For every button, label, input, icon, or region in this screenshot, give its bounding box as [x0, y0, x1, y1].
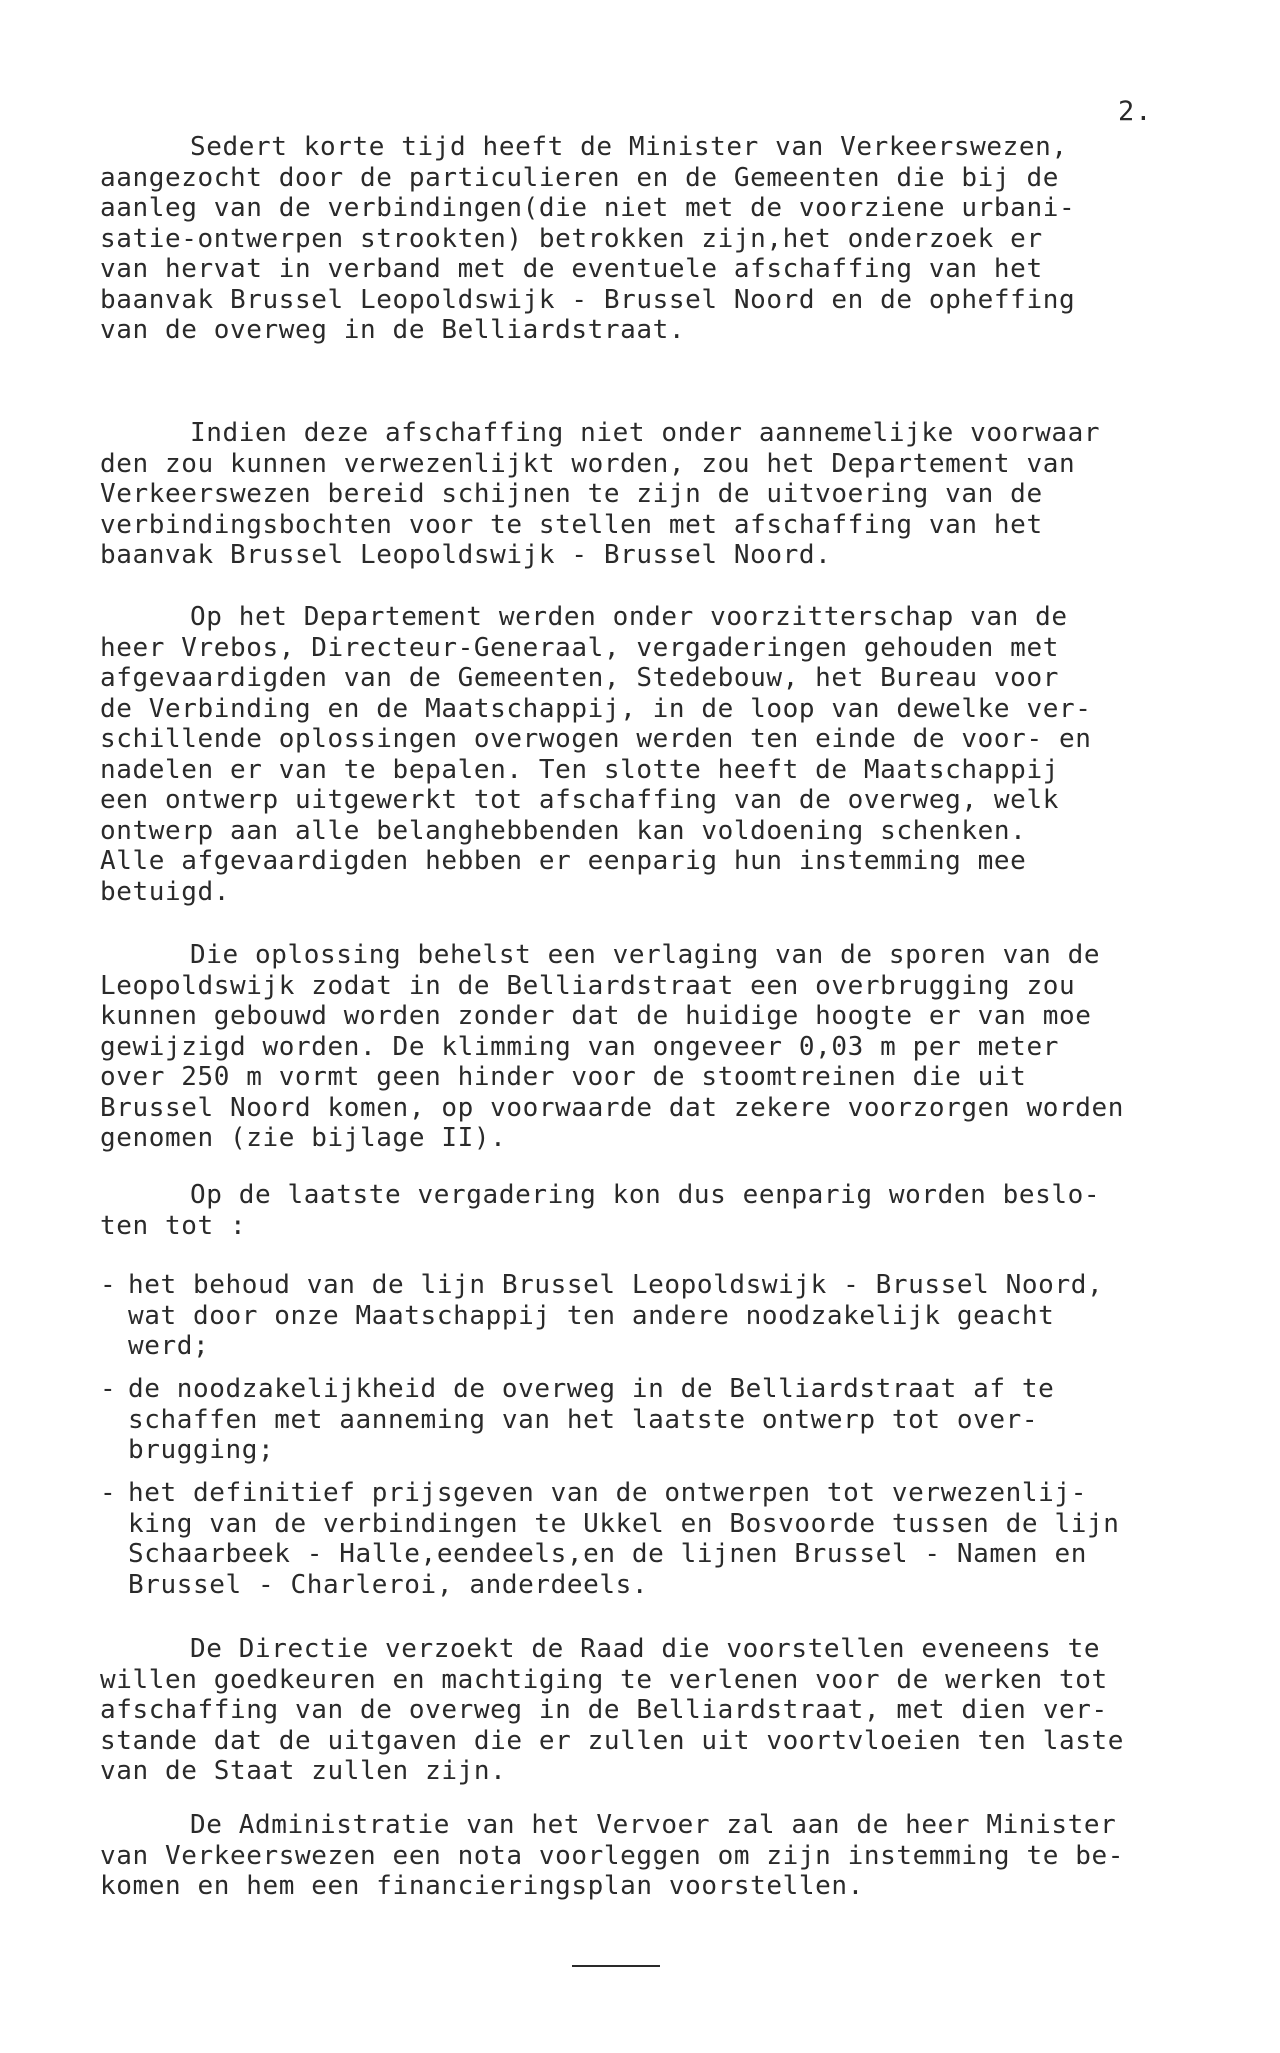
page-number: 2.	[1118, 96, 1153, 127]
text-line: van de overweg in de Belliardstraat.	[100, 315, 686, 345]
paragraph-abolition-conditions	[100, 418, 1225, 571]
text-line: ten tot :	[100, 1210, 247, 1241]
text-line: wat door onze Maatschappij ten andere noodzakelijk geacht	[128, 1300, 1055, 1331]
text-line: verbindingsbochten voor te stellen met afschaffing van het	[100, 509, 1043, 540]
text-line: van hervat in verband met de eventuele afschaffing van het	[100, 254, 1043, 284]
text-line: schillende oplossingen overwogen werden ten einde de voor- en	[100, 724, 1092, 754]
text-line: ontwerp aan alle belanghebbenden kan voldoening schenken.	[100, 815, 1027, 846]
text-line: een ontwerp uitgewerkt tot afschaffing van de overweg, welk	[100, 785, 1059, 815]
text-line: het definitief prijsgeven van de ontwerpen tot verwezenlij-	[128, 1478, 1087, 1508]
text-line: aanleg van de verbindingen(die niet met de voorziene urbani-	[100, 193, 1076, 223]
text-line: genomen (zie bijlage II).	[100, 1123, 507, 1153]
text-line: afgevaardigden van de Gemeenten, Stedebouw, het Bureau voor	[100, 663, 1059, 693]
closing-divider	[572, 1965, 660, 1967]
paragraph-board-request	[100, 1634, 1225, 1787]
text-line: werd;	[128, 1331, 210, 1361]
text-line: kunnen gebouwd worden zonder dat de huidige hoogte er van moe	[100, 1001, 1092, 1031]
text-line: king van de verbindingen te Ukkel en Bosvoorde tussen de lijn	[128, 1508, 1120, 1539]
text-line: De Administratie van het Vervoer zal aan de heer Minister	[190, 1810, 1117, 1840]
text-line: Op de laatste vergadering kon dus eenparig worden beslo-	[190, 1180, 1101, 1210]
text-line: Indien deze afschaffing niet onder aannemelijke voorwaar	[190, 418, 1101, 448]
text-line: Schaarbeek - Halle,eendeels,en de lijnen Brussel - Namen en	[128, 1539, 1087, 1569]
text-line: Die oplossing behelst een verlaging van de sporen van de	[190, 940, 1101, 970]
list-dash: -	[100, 1478, 116, 1508]
text-line: de noodzakelijkheid de overweg in de Belliardstraat af te	[128, 1374, 1055, 1404]
text-line: komen en hem een financieringsplan voorstellen.	[100, 1871, 864, 1901]
text-line: het behoud van de lijn Brussel Leopoldswijk - Brussel Noord,	[128, 1270, 1104, 1300]
text-line: nadelen er van te bepalen. Ten slotte heeft de Maatschappij	[100, 754, 1059, 785]
text-line: betuigd.	[100, 876, 231, 907]
text-line: brugging;	[128, 1435, 275, 1465]
text-line: aangezocht door de particulieren en de Gemeenten die bij de	[100, 162, 1059, 193]
text-line: van Verkeerswezen een nota voorleggen om zijn instemming te be-	[100, 1840, 1124, 1871]
paragraph-meetings	[100, 602, 1225, 907]
text-line: Brussel - Charleroi, anderdeels.	[128, 1569, 649, 1600]
text-line: Sedert korte tijd heeft de Minister van Verkeerswezen,	[190, 132, 1068, 162]
paragraph-administration	[100, 1810, 1225, 1902]
text-line: schaffen met aanneming van het laatste ontwerp tot over-	[128, 1404, 1039, 1435]
text-line: den zou kunnen verwezenlijkt worden, zou het Departement van	[100, 448, 1076, 479]
text-line: Alle afgevaardigden hebben er eenparig hun instemming mee	[100, 846, 1027, 876]
text-line: heer Vrebos, Directeur-Generaal, vergaderingen gehouden met	[100, 632, 1059, 663]
paragraph-decision-intro	[100, 1180, 1225, 1241]
paragraph-minister-research	[100, 132, 1225, 346]
paragraph-solution	[100, 940, 1225, 1154]
text-line: baanvak Brussel Leopoldswijk - Brussel Noord en de opheffing	[100, 284, 1076, 315]
text-line: over 250 m vormt geen hinder voor de stoomtreinen die uit	[100, 1062, 1027, 1092]
text-line: satie-ontwerpen strookten) betrokken zijn,het onderzoek er	[100, 223, 1043, 254]
text-line: Brussel Noord komen, op voorwaarde dat zekere voorzorgen worden	[100, 1092, 1124, 1123]
text-line: afschaffing van de overweg in de Belliardstraat, met dien ver-	[100, 1695, 1108, 1725]
text-line: willen goedkeuren en machtiging te verlenen voor de werken tot	[100, 1664, 1108, 1695]
text-line: Verkeerswezen bereid schijnen te zijn de uitvoering van de	[100, 479, 1043, 509]
text-line: gewijzigd worden. De klimming van ongeveer 0,03 m per meter	[100, 1031, 1059, 1062]
text-line: baanvak Brussel Leopoldswijk - Brussel Noord.	[100, 540, 832, 570]
text-line: stande dat de uitgaven die er zullen uit voortvloeien ten laste	[100, 1725, 1124, 1756]
text-line: van de Staat zullen zijn.	[100, 1756, 507, 1786]
text-line: Leopoldswijk zodat in de Belliardstraat een overbrugging zou	[100, 970, 1076, 1001]
text-line: De Directie verzoekt de Raad die voorstellen eveneens te	[190, 1634, 1101, 1664]
text-line: Op het Departement werden onder voorzitterschap van de	[190, 602, 1068, 632]
list-dash: -	[100, 1374, 116, 1404]
text-line: de Verbinding en de Maatschappij, in de loop van dewelke ver-	[100, 693, 1092, 724]
list-dash: -	[100, 1270, 116, 1300]
